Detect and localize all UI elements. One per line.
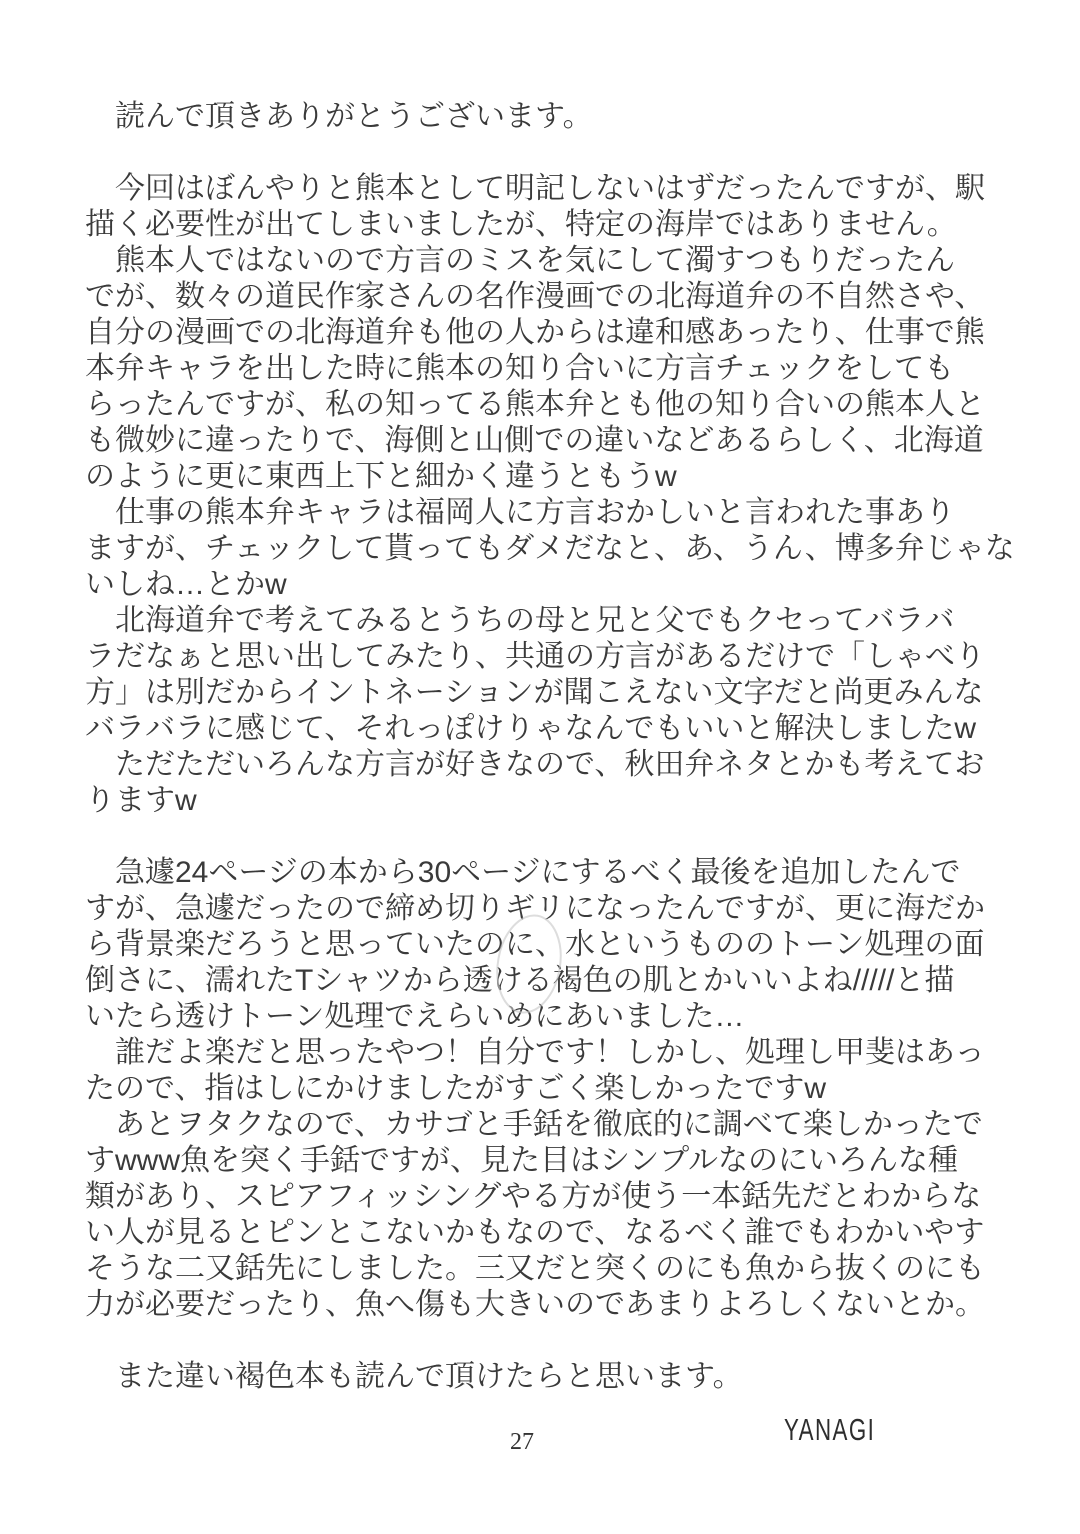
text-line: でが、数々の道民作家さんの名作漫画での北海道弁の不自然さや、 — [85, 280, 985, 313]
page-number: 27 — [510, 1429, 534, 1455]
artist-credit: YANAGI — [784, 1412, 876, 1447]
text-line: 読んで頂きありがとうございます。 — [85, 100, 593, 133]
text-line: また違い褐色本も読んで頂けたらと思います。 — [85, 1360, 743, 1393]
text-line: 倒さに、濡れたTシャツから透ける褐色の肌とかいいよね/////と描 — [85, 964, 955, 997]
text-line: 急遽24ページの本から30ページにするべく最後を追加したんで — [85, 856, 961, 889]
text-line: そうな二又銛先にしました。三又だと突くのにも魚から抜くのにも — [85, 1252, 985, 1285]
afterword-text-block — [85, 99, 1015, 1395]
text-line: すが、急遽だったので締め切りギリになったんですが、更に海だか — [85, 892, 985, 925]
text-line: ら背景楽だろうと思っていたのに、水というもののトーン処理の面 — [85, 928, 985, 961]
text-line: 自分の漫画での北海道弁も他の人からは違和感あったり、仕事で熊 — [85, 316, 985, 349]
text-line: 誰だよ楽だと思ったやつ！自分です！しかし、処理し甲斐はあっ — [85, 1036, 985, 1069]
text-line: 力が必要だったり、魚へ傷も大きいのであまりよろしくないとか。 — [85, 1288, 985, 1321]
text-line: も微妙に違ったりで、海側と山側での違いなどあるらしく、北海道 — [85, 424, 984, 457]
text-line: のように更に東西上下と細かく違うともうw — [85, 460, 677, 493]
text-line: バラバラに感じて、それっぽけりゃなんでもいいと解決しましたw — [85, 712, 977, 745]
blank-line — [85, 135, 1000, 171]
text-line: 本弁キャラを出した時に熊本の知り合いに方言チェックをしても — [85, 352, 955, 385]
text-line: りますw — [85, 784, 197, 817]
text-line: いたら透けトーン処理でえらいめにあいました… — [85, 1000, 745, 1033]
text-line: 熊本人ではないので方言のミスを気にして濁すつもりだったん — [85, 244, 955, 277]
text-line: すwww魚を突く手銛ですが、見た目はシンプルなのにいろんな種 — [85, 1144, 959, 1177]
text-line: いしね…とかw — [85, 568, 287, 601]
text-line: 北海道弁で考えてみるとうちの母と兄と父でもクセってバラバ — [85, 604, 955, 637]
text-line: らったんですが、私の知ってる熊本弁とも他の知り合いの熊本人と — [85, 388, 985, 421]
text-line: 方」は別だからイントネーションが聞こえない文字だと尚更みんな — [85, 676, 984, 709]
text-line: 仕事の熊本弁キャラは福岡人に方言おかしいと言われた事あり — [85, 496, 955, 529]
text-line: い人が見るとピンとこないかもなので、なるべく誰でもわかいやす — [85, 1216, 985, 1249]
text-line: あとヲタクなので、カサゴと手銛を徹底的に調べて楽しかったで — [85, 1108, 983, 1141]
text-line: ラだなぁと思い出してみたり、共通の方言があるだけで「しゃべり — [85, 640, 985, 673]
text-line: 描く必要性が出てしまいましたが、特定の海岸ではありません。 — [85, 208, 957, 241]
blank-line — [85, 1323, 1000, 1359]
text-line: たので、指はしにかけましたがすごく楽しかったですw — [85, 1072, 827, 1105]
blank-line — [85, 819, 1000, 855]
text-line: 類があり、スピアフィッシングやる方が使う一本銛先だとわからな — [85, 1180, 982, 1213]
text-line: ただただいろんな方言が好きなので、秋田弁ネタとかも考えてお — [85, 748, 985, 781]
text-line: ますが、チェックして貰ってもダメだなと、あ、うん、博多弁じゃな — [85, 532, 1015, 565]
text-line: 今回はぼんやりと熊本として明記しないはずだったんですが、駅 — [85, 172, 985, 205]
